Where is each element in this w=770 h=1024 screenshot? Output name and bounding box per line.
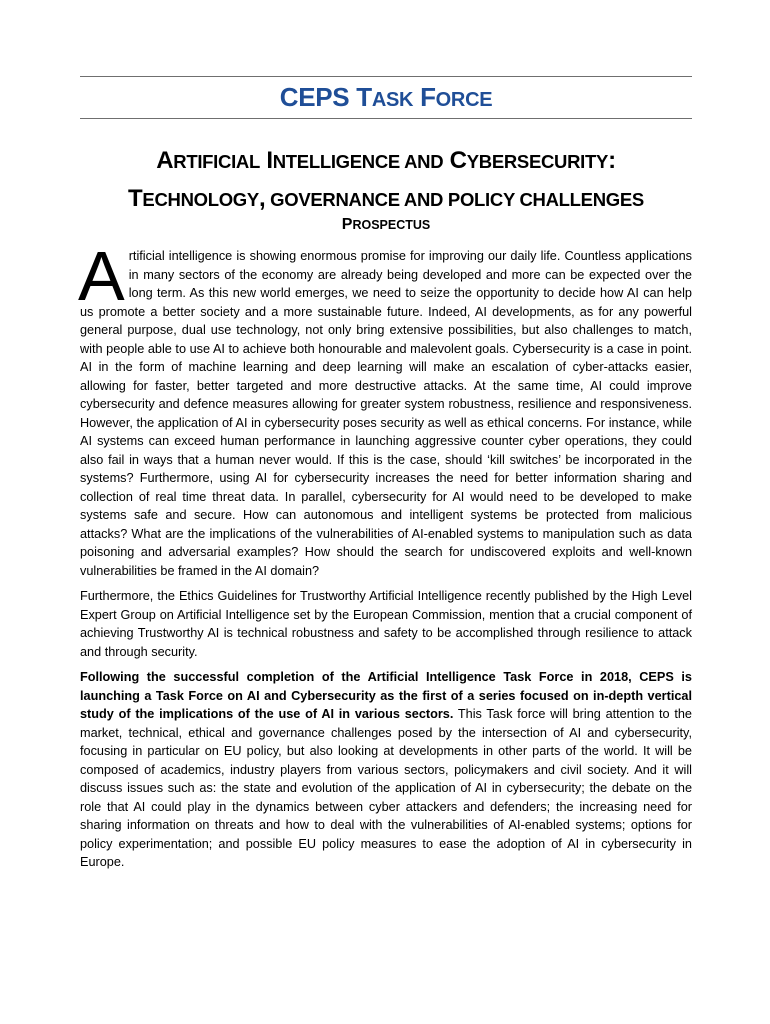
document-title <box>80 142 692 218</box>
section-heading-prospectus: PROSPECTUS <box>341 216 431 233</box>
paragraph-task-force: Following the successful completion of the Artificial Intelligence Task Force in 2018, CEPS is launching a Task Force on AI and Cybersecurity as the first of a series focused on in-depth vertical study of the implications of the use of AI in various sectors. This Task force will bring attention to the market, technical, ethical and governance challenges posed by the intersection of AI and cybersecurity, focusing in particular on EU policy, but also looking at developments in other parts of the world. It will be composed of academics, industry players from various sectors, policymakers and civil society. And it will discuss issues such as: the state and evolution of the application of AI in cybersecurity; the debate on the role that AI could play in the dynamics between cyber attackers and defenders; the increasing need for sharing information on threats and how to deal with the vulnerabilities of AI-enabled systems; options for policy experimentation; and possible EU policy measures to ease the adoption of AI in cybersecurity in Europe. <box>80 670 692 869</box>
body-text <box>78 237 692 879</box>
title-line-2: TECHNOLOGY, GOVERNANCE AND POLICY CHALLENGES <box>128 185 644 212</box>
header-rule-bottom <box>80 118 692 119</box>
paragraph-ethics-guidelines: Furthermore, the Ethics Guidelines for Trustworthy Artificial Intelligence recently published by the High Level Expert Group on Artificial Intelligence set by the European Commission, mention that a crucial component of achieving Trustworthy AI is technical robustness and safety to be accomplished through resilience to attack and through security. <box>80 589 692 659</box>
paragraph-intro: Artificial intelligence is showing enormous promise for improving our daily life. Countless applications in many sectors of the economy are already being developed and more can be expected over the long term. As this new world emerges, we need to seize the opportunity to decide how AI can help us promote a better society and a more sustainable future. Indeed, AI developments, as for any powerful general purpose, dual use technology, not only bring extensive possibilities, but also challenges to match, with people able to use AI to achieve both honourable and malevolent goals. Cybersecurity is a case in point. AI in the form of machine learning and deep learning will make an escalation of cyber-attacks easier, allowing for faster, better targeted and more destructive attacks. At the same time, AI could improve cybersecurity and defence measures allowing for greater system robustness, resilience and responsiveness. However, the application of AI in cybersecurity poses security as well as ethical concerns. For instance, while AI systems can exceed human performance in launching aggressive counter cyber operations, they could also fail in ways that a human never would. If this is the case, should ‘kill switches’ be incorporated in the systems? Furthermore, using AI for cybersecurity increases the need for better information sharing and collection of real time threat data. In parallel, cybersecurity for AI would need to be developed to make systems safe and secure. How can autonomous and intelligent systems be protected from malicious attacks? What are the implications of the vulnerabilities of AI-enabled systems to manipulation such as data poisoning and adversarial examples? How should the search for undiscovered exploits and well-known vulnerabilities be framed in the AI domain? <box>78 237 692 578</box>
header-rule-top <box>80 76 692 77</box>
task-force-announcement: Following the successful completion of the Artificial Intelligence Task Force in 2018, CEPS is launching a Task Force on AI and Cybersecurity as the first of a series focused on in-depth vertical study of the implications of the use of AI in various sectors. <box>80 670 692 721</box>
drop-cap: A <box>78 237 125 315</box>
header-title: CEPS TASK FORCE <box>279 82 493 112</box>
title-line-1: ARTIFICIAL INTELLIGENCE AND CYBERSECURITY: <box>156 147 616 174</box>
